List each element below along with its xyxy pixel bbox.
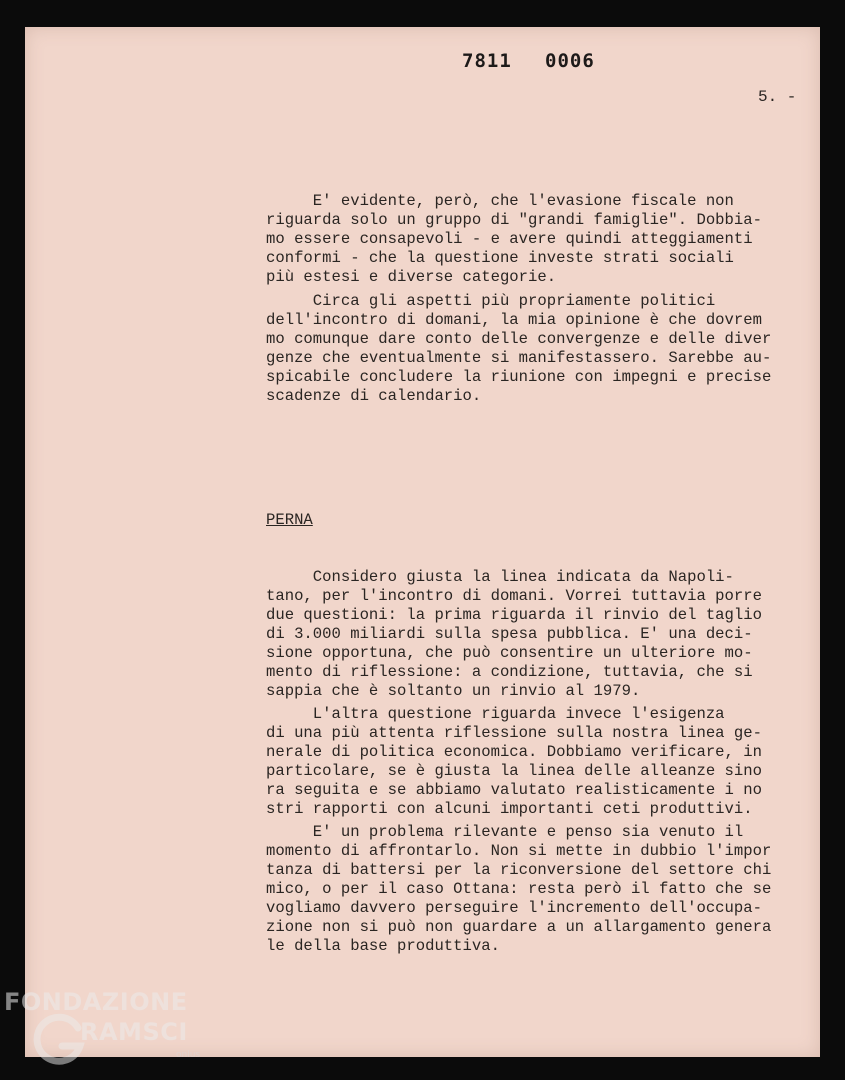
paragraph-altra-questione: L'altra questione riguarda invece l'esigenza di una più attenta riflessione sulla nostra linea ge- nerale di politica economica. Dobbiamo verificare, in particolare, se è giusta la linea delle alleanze sino ra seguita e se abbiamo valutato realisticamente i no stri rapporti con alcuni importanti ceti produttivi. — [266, 705, 762, 818]
paragraph-problema-rilevante: E' un problema rilevante e penso sia venuto il momento di affrontarlo. Non si mette in dubbio l'impor tanza di battersi per la riconversione del settore chi mico, o per il caso Ottana: resta però il fatto che se vogliamo davvero perseguire l'incremento dell'occupa- zione non si può non guardare a un allargamento genera le della base produttiva. — [266, 823, 772, 955]
paragraph-evasione: E' evidente, però, che l'evasione fiscale non riguarda solo un gruppo di "grandi famiglie". Dobbia- mo essere consapevoli - e avere quindi atteggiamenti conformi - che la questione investe strati sociali più estesi e diverse categorie. — [266, 192, 762, 286]
paragraph-linea-napolitano: Considero giusta la linea indicata da Napoli- tano, per l'incontro di domani. Vorrei tuttavia porre due questioni: la prima riguarda il rinvio del taglio di 3.000 miliardi sulla spesa pubblica. E' una deci- sione opportuna, che può consentire un ulteriore mo- mento di riflessione: a condizione, tuttavia, che si sappia che è soltanto un rinvio al 1979. — [266, 568, 762, 700]
page-number: 5. - — [758, 88, 797, 106]
watermark-fondazione-text: FONDAZIONE — [4, 988, 188, 1016]
archive-stamp-number: 7811 — [462, 50, 512, 72]
document-page — [25, 27, 820, 1057]
fondazione-gramsci-watermark — [4, 988, 214, 1068]
archive-stamp-sequence: 0006 — [545, 50, 595, 72]
speaker-heading: PERNA — [266, 511, 313, 529]
watermark-onlus-text: onlus — [176, 1050, 201, 1060]
watermark-gramsci-text: RAMSCI — [80, 1018, 188, 1046]
paragraph-incontro: Circa gli aspetti più propriamente politici dell'incontro di domani, la mia opinione è che dovrem mo comunque dare conto delle convergenze e delle diver genze che eventualmente si manifestassero. Sarebbe au- spicabile concludere la riunione con impegni e precise scadenze di calendario. — [266, 292, 772, 405]
